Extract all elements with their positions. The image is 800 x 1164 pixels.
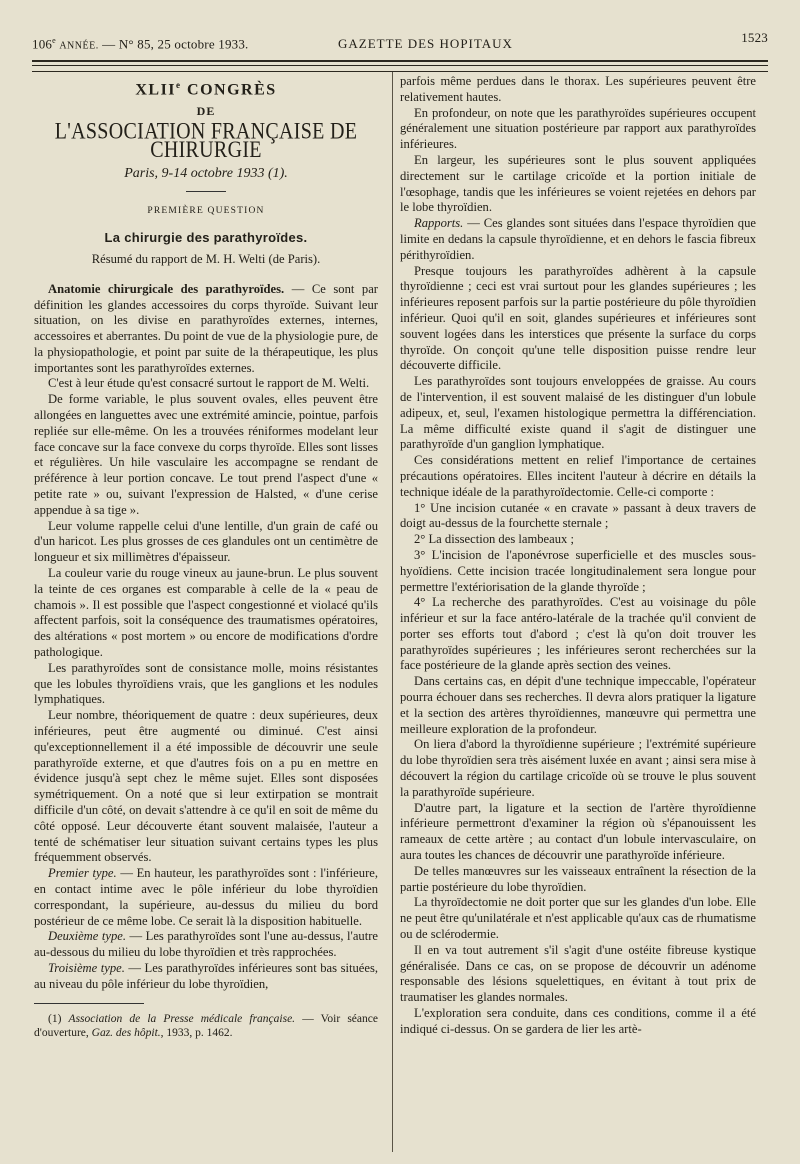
paragraph-text: — Les parathyroïdes sont l'une au-dessus, l'autre au-dessous du milieu du lobe thyroïdien et très rapprochées. — [34, 929, 378, 960]
paragraph: Les parathyroïdes sont toujours enveloppées de graisse. Au cours de l'intervention, il est souvent malaisé de les distinguer d'un lobule adipeux, et, seul, l'examen histologique permettra la différenciation. La même difficulté existe quand il s'agit de distinguer une parathyroïde d'un ganglion lymphatique. — [400, 374, 756, 452]
paragraph: Les parathyroïdes sont de consistance molle, moins résistantes que les lobules thyroïdiens vrais, que les ganglions et les nodules lymphatiques. — [34, 660, 378, 707]
issue-info — [32, 36, 249, 52]
paragraph: Leur nombre, théoriquement de quatre : deux supérieures, deux inférieures, peut être augmenté ou diminué. C'est ainsi qu'exceptionnellement il a été impossible de découvrir une seule parathyroïde externe, et que d'autres fois on a pu en mettre en évidence jusqu'à sept chez le même sujet. Elles sont disposées symétriquement. On a noté que si leur extirpation se montrait difficile d'un côté, on devait s'attendre à ce qu'il en soit de même du côté opposé. Leur découverte étant souvent malaisée, l'auteur a tenté de schématiser leur situation suivant certains types les plus fréquemment observés. — [34, 708, 378, 865]
congress-heading — [34, 78, 378, 98]
paragraph: Presque toujours les parathyroïdes adhèrent à la capsule thyroïdienne ; ceci est vrai surtout pour les glandes supérieures ; les inférieures reposent parfois sur la partie postérieure du pôle thyroïdien inférieur. Quoi qu'il en soit, glandes supérieures et inférieures sont souvent logées dans les interstices que présente la surface du corps thyroïde. On conçoit qu'une telle disposition puisse rendre leur découverte difficile. — [400, 263, 756, 373]
summary-line: Résumé du rapport de M. H. Welti (de Paris). — [91, 251, 321, 266]
paragraph — [34, 961, 378, 993]
footnote-ref: , 1933, p. 1462. — [160, 1026, 233, 1039]
year-word: ANNÉE. — [59, 40, 99, 52]
right-column — [400, 74, 756, 1038]
paragraph-text: — Les parathyroïdes inférieures sont bas situées, au niveau du pôle inférieur du lobe thyroïdien, — [34, 960, 379, 991]
header-rule — [32, 71, 768, 72]
footnote-mark: (1) — [48, 1012, 69, 1025]
paragraph — [400, 216, 756, 263]
section-label: Rapports. — [414, 216, 464, 231]
paragraph — [34, 282, 378, 377]
paragraph: D'autre part, la ligature et la section de l'artère thyroïdienne inférieure permettront d'examiner la région où s'épanouissent les rameaux de cette artère ; au contact d'un lobule intervasculaire, on aura toutes les chances de découvrir une parathyroïde inférieure. — [400, 800, 756, 863]
list-item: 3° L'incision de l'aponévrose superficielle et des muscles sous-hyoïdiens. Cette incision tracée longitudinalement sera longue pour permettre l'extériorisation de la glande thyroïde ; — [400, 547, 756, 594]
section-title: Anatomie chirurgicale des parathyroïdes. — [48, 281, 285, 296]
congress-sup: e — [176, 80, 182, 90]
type-label: Premier type. — [48, 866, 117, 881]
column-divider — [392, 72, 393, 1152]
question-heading: PREMIÈRE QUESTION — [147, 206, 265, 217]
congress-number: XLII — [135, 81, 177, 99]
type-label: Troisième type. — [48, 960, 125, 975]
paragraph: De forme variable, le plus souvent ovales, elles peuvent être allongées en languettes avec une extrémité amincie, pointue, parfois repliée sur elle-même. On les a trouvées réniformes modelant leur face concave sur la face convexe du corps thyroïde. Elles sont lisses et régulières. Un hile vasculaire les accompagne se rendant de préférence à leur portion concave. Le tout prend l'aspect d'une « petite rate » ou, suivant l'expression de Halsted, « d'une cerise appendue à sa tige ». — [34, 392, 378, 517]
topic-heading: La chirurgie des parathyroïdes. — [104, 230, 308, 246]
paragraph: C'est à leur étude qu'est consacré surtout le rapport de M. Welti. — [48, 376, 370, 391]
paragraph: Ces considérations mettent en relief l'importance de certaines précautions opératoires. Elles incitent l'auteur à décrire en détails la technique idéale de la parathyroïdectomie. Celle-ci comporte : — [400, 453, 756, 499]
congress-word: CONGRÈS — [187, 81, 277, 99]
paragraph-text: — Ces glandes sont situées dans l'espace thyroïdien que limite en dedans la capsule thyroïdienne, et en dehors le fascia fibreux périthyroïdien. — [400, 216, 756, 262]
left-column — [34, 74, 378, 1040]
de-heading: DE — [196, 104, 216, 119]
short-rule — [186, 191, 226, 192]
place-date: Paris, 9-14 octobre 1933 (1). — [124, 165, 288, 181]
running-header — [30, 30, 770, 52]
paragraph: Il en va tout autrement s'il s'agit d'une ostéite fibreuse kystique généralisée. Dans ce cas, on se propose de découvrir un adénome responsable des lésions squelettiques, en évitant à tout prix de traumatiser les glandes normales. — [400, 942, 756, 1005]
paragraph: En largeur, les supérieures sont le plus souvent appliquées directement sur le cartilage cricoïde et la portion initiale de l'œsophage, tandis que les inférieures se voient rejetées en dehors par le lobe thyroïdien. — [400, 152, 756, 215]
paragraph: Leur volume rappelle celui d'une lentille, d'un grain de café ou d'un haricot. Les plus grosses de ces glandules ont un centimètre de longueur et six millimètres d'épaisseur. — [34, 518, 378, 565]
association-heading: L'ASSOCIATION FRANÇAISE DE CHIRURGIE — [54, 118, 358, 163]
paragraph: On liera d'abord la thyroïdienne supérieure ; l'extrémité supérieure du lobe thyroïdien sera très aisément luxée en avant ; ainsi sera mise à découvert la région du cartilage cricoïde où se trouve le plus souvent la parathyroïde supérieure. — [400, 737, 756, 799]
list-item: 1° Une incision cutanée « en cravate » passant à deux travers de doigt au-dessus de la fourchette sternale ; — [400, 500, 756, 531]
header-rule — [32, 65, 768, 66]
paragraph: La thyroïdectomie ne doit porter que sur les glandes d'un lobe. Elle ne peut être qu'unilatérale et n'est applicable qu'aux cas de rhumatisme ou de sclérodermie. — [400, 895, 756, 942]
footnote-rule — [34, 1003, 144, 1004]
footnote-text: — Voir séance d'ouverture, — [34, 1012, 378, 1039]
spacer — [34, 268, 378, 282]
paragraph: En profondeur, on note que les parathyroïdes supérieures occupent généralement une situation postérieure par rapport aux parathyroïdes inférieures. — [400, 105, 756, 152]
page-number: 1523 — [741, 30, 768, 45]
paragraph: Dans certains cas, en dépit d'une technique impeccable, l'opérateur pourra échouer dans ses recherches. Il devra alors pratiquer la ligature et la section des artères thyroïdiennes, manœuvre qui permettra une meilleure exploration de la profondeur. — [400, 674, 756, 736]
issue-date: — N° 85, 25 octobre 1933. — [102, 36, 249, 52]
type-label: Deuxième type. — [48, 929, 126, 944]
paragraph-text: — Ce sont par définition les glandes accessoires du corps thyroïde. Suivant leur situation, on les divise en parathyroïdes externes, internes, accessoires et aberrantes. Du point de vue de la physiologie pure, de la physiopathologie, et point par suite de la thérapeutique, les plus importantes sont les parathyroïdes externes. — [34, 281, 378, 375]
year-sup: e — [52, 36, 56, 45]
paragraph — [34, 866, 378, 929]
paragraph: L'exploration sera conduite, dans ces conditions, comme il a été indiqué ci-dessus. On se gardera de lier les artè- — [400, 1006, 756, 1036]
year-number: 106 — [32, 36, 53, 52]
paragraph — [34, 929, 378, 961]
paragraph: De telles manœuvres sur les vaisseaux entraînent la résection de la partie postérieure du lobe thyroïdien. — [400, 863, 756, 894]
header-rule — [32, 60, 768, 62]
footnote-journal: Gaz. des hôpit. — [91, 1026, 161, 1039]
footnote — [34, 1012, 378, 1040]
footnote-source: Association de la Presse médicale française. — [68, 1012, 296, 1025]
list-item: 2° La dissection des lambeaux ; — [414, 532, 574, 547]
paragraph-text: — En hauteur, les parathyroïdes sont : l'inférieure, en contact intime avec le pôle inférieur du lobe thyroïdien correspondant, la supérieure, au-dessus du milieu du bord postérieur de ce même lobe. Ce serait là la disposition habituelle. — [34, 866, 379, 928]
paragraph: parfois même perdues dans le thorax. Les supérieures peuvent être relativement hautes. — [400, 74, 756, 104]
paragraph: La couleur varie du rouge vineux au jaune-brun. Le plus souvent la teinte de ces organes est comparable à celle de la « peau de chamois ». Il est possible que l'aspect congestionné et violacé qu'ils affectent parfois, soit la conséquence des traumatismes opératoires, des altérations « post mortem » ou encore de modifications d'ordre pathologique. — [34, 566, 378, 660]
journal-title: GAZETTE DES HOPITAUX — [338, 36, 513, 51]
list-item: 4° La recherche des parathyroïdes. C'est au voisinage du pôle inférieur et sur la face antéro-latérale de la trachée qu'il convient de porter ses efforts tout d'abord ; c'est là qu'on doit trouver les parathyroïdes supérieures ; les inférieures seront recherchées sur la face postérieure de la glande après section des veines. — [400, 595, 756, 673]
